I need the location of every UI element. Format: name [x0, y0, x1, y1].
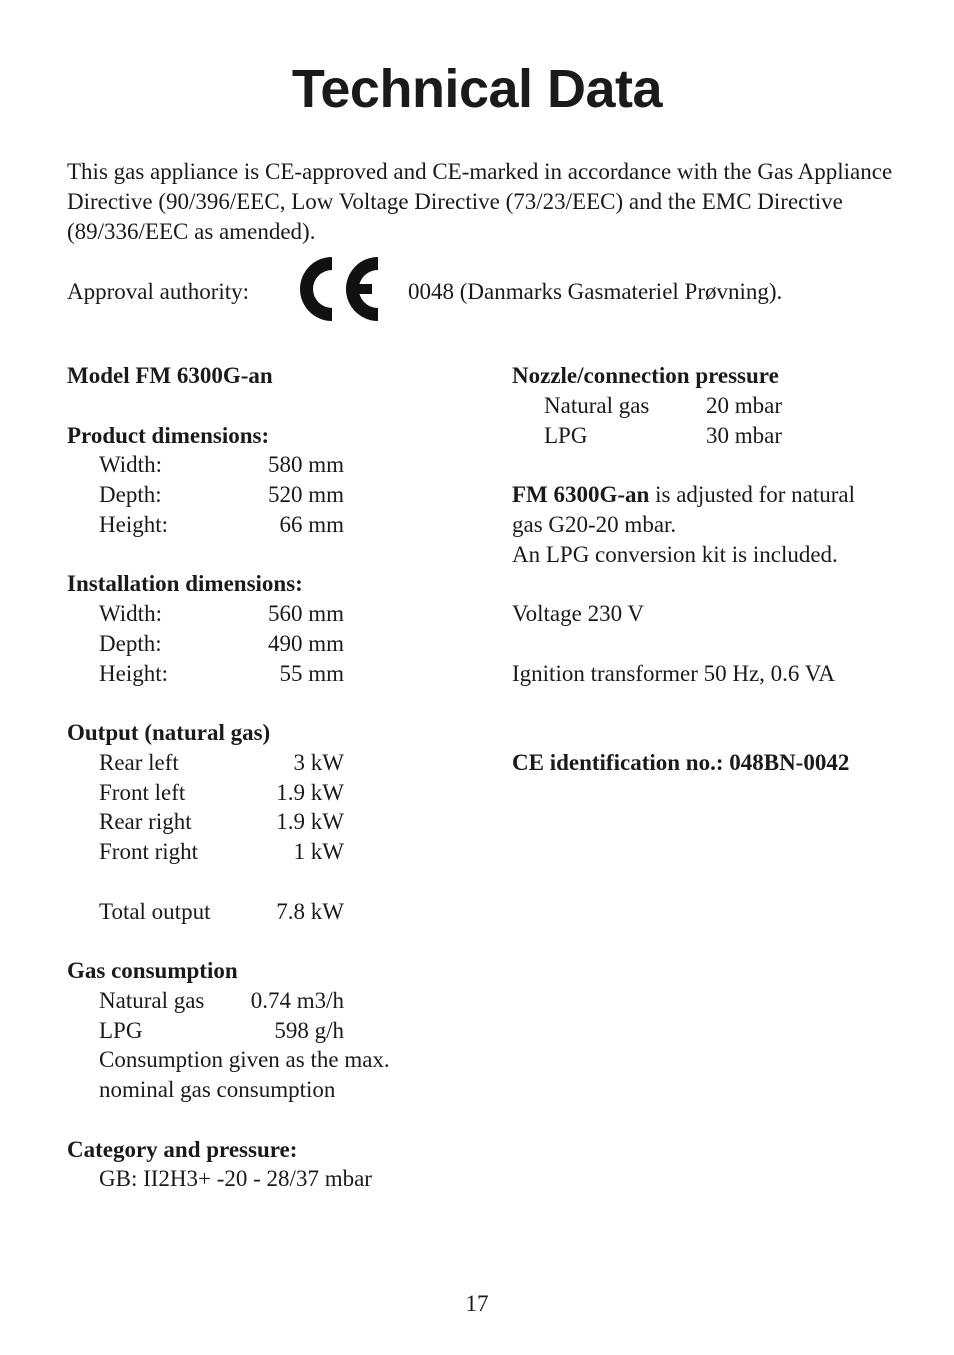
model-heading: Model FM 6300G-an	[67, 363, 273, 388]
total-output-row: Total output 7.8 kW	[99, 898, 344, 924]
right-column	[512, 361, 912, 778]
adjustment-model: FM 6300G-an	[512, 482, 650, 507]
output-section	[67, 718, 467, 926]
nozzle-heading: Nozzle/connection pressure	[512, 363, 779, 388]
installation-dimensions-heading: Installation dimensions:	[67, 571, 303, 597]
consumption-note: Consumption given as the max.	[99, 1047, 390, 1073]
spec-row: Width: 580 mm	[99, 452, 344, 478]
left-column	[67, 361, 467, 1194]
approval-line	[67, 253, 897, 325]
consumption-note: nominal gas consumption	[99, 1077, 336, 1102]
ignition-spec: Ignition transformer 50 Hz, 0.6 VA	[512, 660, 836, 686]
spec-row: Rear left 3 kW	[99, 749, 344, 775]
spec-row: Depth: 520 mm	[99, 482, 344, 507]
installation-dimensions	[67, 569, 467, 688]
adjustment-text: An LPG conversion kit is included.	[512, 541, 838, 567]
approval-label: Approval authority:	[67, 279, 250, 304]
output-heading: Output (natural gas)	[67, 720, 271, 745]
adjustment-text: gas G20-20 mbar.	[512, 511, 677, 537]
spec-row: Height: 55 mm	[99, 660, 344, 686]
approval-authority: 0048 (Danmarks Gasmateriel Prøvning).	[408, 279, 783, 304]
spec-row: Front left 1.9 kW	[99, 779, 344, 805]
category-value: GB: II2H3+ -20 - 28/37 mbar	[99, 1166, 372, 1192]
spec-row: Width: 560 mm	[99, 601, 344, 626]
gas-consumption-section	[67, 956, 467, 1105]
voltage-spec: Voltage 230 V	[512, 601, 645, 626]
page-title: Technical Data	[291, 59, 663, 119]
product-dimensions-heading: Product dimensions:	[67, 422, 270, 448]
product-dimensions	[67, 421, 467, 540]
spec-row: Depth: 490 mm	[99, 630, 344, 656]
spec-row: LPG 598 g/h	[99, 1017, 344, 1043]
spec-row: Height: 66 mm	[99, 511, 344, 537]
category-section	[67, 1135, 467, 1195]
intro-paragraph: This gas appliance is CE-approved and CE-marked in accordance with the Gas Appliance Directive (90/396/EEC, Low Voltage Directive (73/23/EEC) and the EMC Directive (89/336/EEC as amended).	[67, 159, 893, 244]
spec-row: Natural gas 20 mbar	[544, 392, 783, 418]
spec-row: Natural gas 0.74 m3/h	[99, 987, 344, 1013]
page-number: 17	[465, 1291, 489, 1316]
ce-mark-logo	[296, 253, 380, 325]
gas-consumption-heading: Gas consumption	[67, 958, 238, 983]
spec-row: Rear right 1.9 kW	[99, 809, 344, 835]
spec-row: LPG 30 mbar	[544, 422, 783, 448]
nozzle-section	[512, 361, 912, 450]
ce-identification: CE identification no.: 048BN-0042	[512, 749, 850, 775]
category-heading: Category and pressure:	[67, 1136, 298, 1162]
spec-row: Front right 1 kW	[99, 839, 344, 864]
adjustment-note: FM 6300G-an is adjusted for natural gas G20-20 mbar. An LPG conversion kit is included.	[512, 480, 912, 569]
